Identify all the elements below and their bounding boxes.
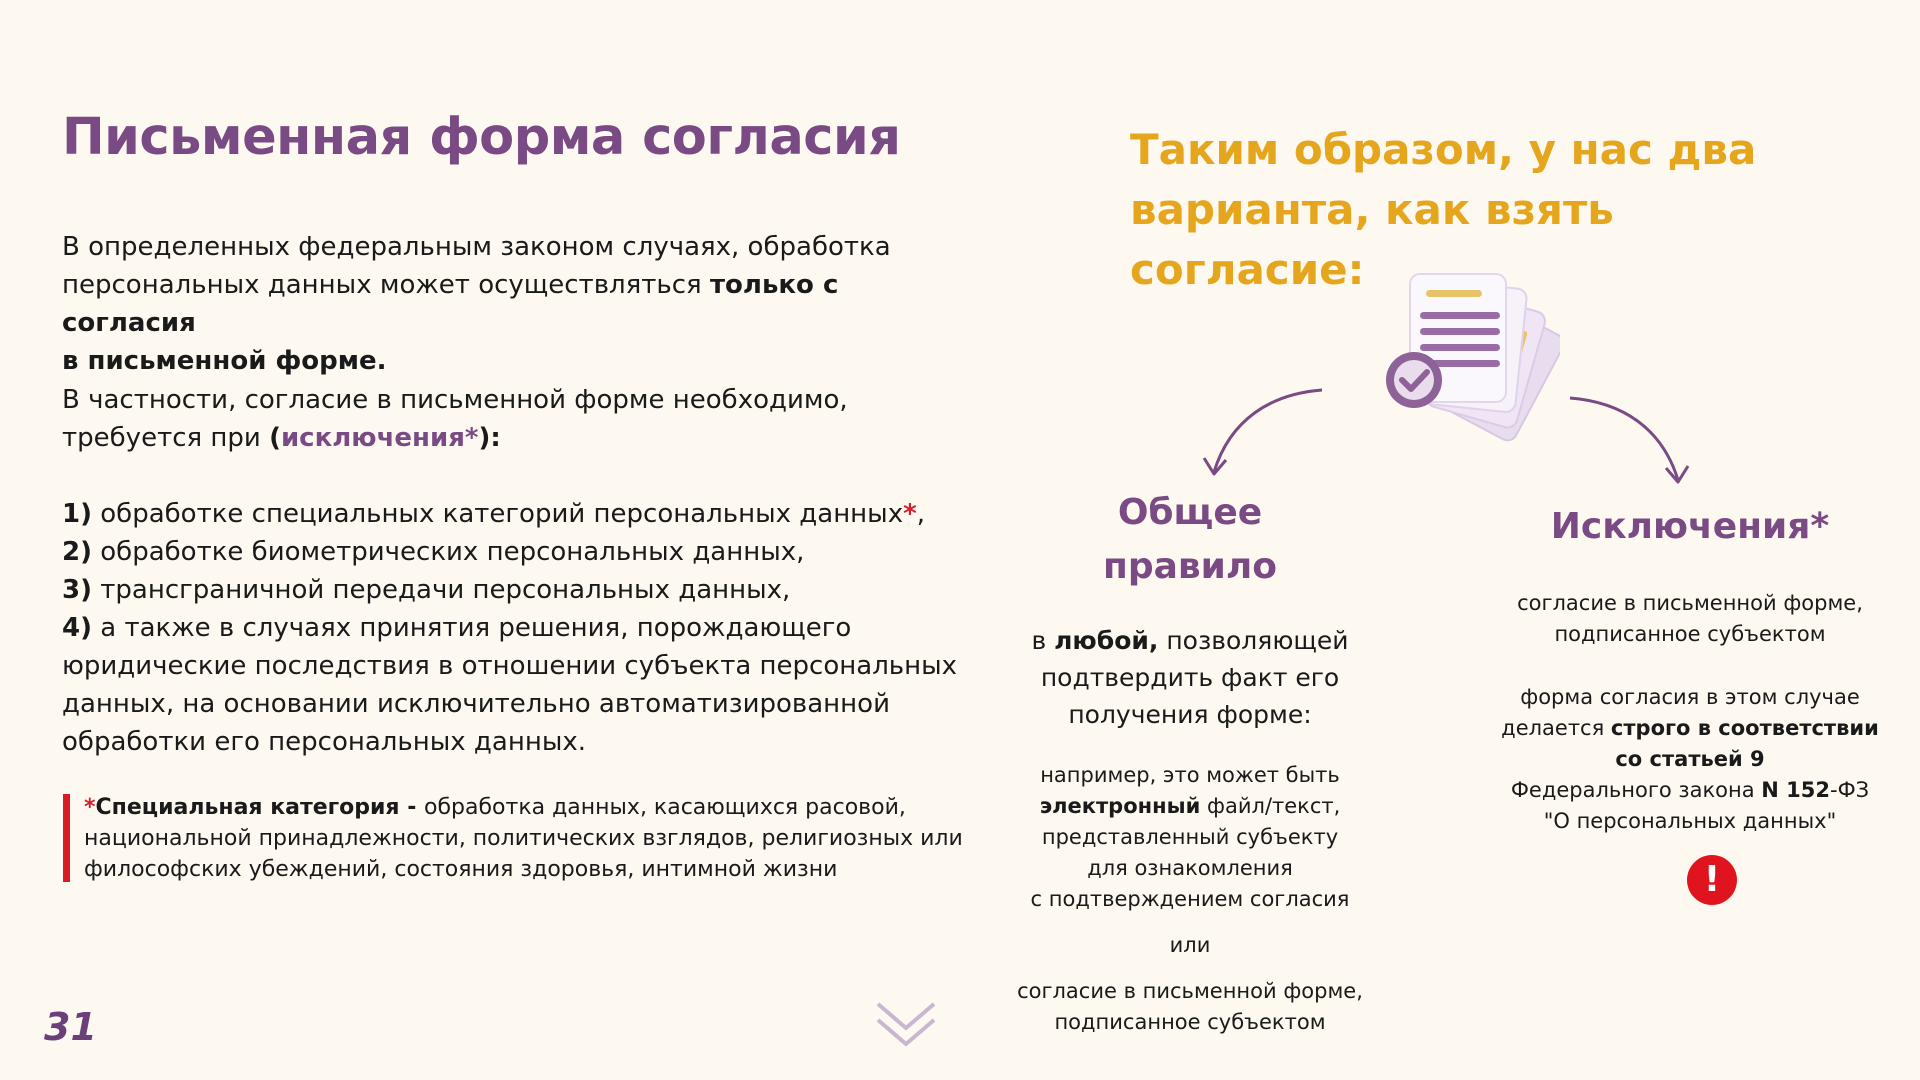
list-item <box>62 495 962 533</box>
form-rule-line-5: "О персональных данных" <box>1543 809 1837 833</box>
summary-title-line-2: варианта, как взять согласие: <box>1130 185 1614 294</box>
list-number: 2) <box>62 537 92 567</box>
summary-title-line-1: Таким образом, у нас два <box>1130 125 1757 174</box>
list-continuation: данных, на основании исключительно автоматизированной <box>62 689 890 719</box>
exceptions-line-1: согласие в письменной форме, <box>1517 591 1863 615</box>
page-number: 31 <box>44 1005 97 1049</box>
list-number: 1) <box>62 499 92 529</box>
double-chevron-down-icon[interactable] <box>874 1000 938 1052</box>
strictly-emphasis: строго в соответствии <box>1610 716 1879 740</box>
page-title: Письменная форма согласия <box>62 108 901 167</box>
list-text: обработке биометрических персональных данных, <box>91 537 805 567</box>
general-line-1 <box>990 622 1390 659</box>
list-continuation: обработки его персональных данных. <box>62 727 586 757</box>
note-line-1-text: обработка данных, касающихся расовой, <box>424 795 906 820</box>
particular-line-2 <box>62 419 962 457</box>
law-number-emphasis: N 152 <box>1761 778 1831 802</box>
list-text: а также в случаях принятия решения, порождающего <box>91 613 852 643</box>
close-paren: ): <box>478 423 501 453</box>
general-rule-example <box>990 760 1390 915</box>
general-rule-heading <box>1050 486 1330 594</box>
exceptions-line-2: подписанное субъектом <box>1554 622 1826 646</box>
list-number: 4) <box>62 613 92 643</box>
list-item <box>62 571 962 609</box>
documents-check-icon <box>1380 268 1560 448</box>
conditions-list <box>62 495 962 761</box>
general-rule-alternative <box>990 976 1390 1038</box>
general-line-1-post: позволяющей <box>1158 626 1349 655</box>
intro-emphasis-2: в письменной форме. <box>62 346 387 376</box>
general-rule-heading-line-1: Общее <box>1117 492 1263 533</box>
intro-paragraph <box>62 228 962 380</box>
note-line-1 <box>84 792 964 823</box>
arrow-right-curved-icon <box>1566 388 1696 488</box>
list-tail: , <box>916 499 925 529</box>
general-line-3: получения форме: <box>1068 700 1312 729</box>
intro-emphasis: только с согласия <box>62 270 839 338</box>
example-line-2 <box>990 791 1390 822</box>
special-category-note <box>84 792 964 885</box>
general-line-2: подтвердить факт его <box>1040 663 1340 692</box>
form-rule-line-1: форма согласия в этом случае <box>1520 685 1860 709</box>
intro-line-3 <box>62 342 962 380</box>
exceptions-heading: Исключения* <box>1550 506 1830 547</box>
any-form-emphasis: любой, <box>1054 626 1159 655</box>
list-text: трансграничной передачи персональных данных, <box>91 575 791 605</box>
form-rule-line-2-pre: делается <box>1501 716 1611 740</box>
article-emphasis: со статьей 9 <box>1615 747 1765 771</box>
open-paren: ( <box>269 423 281 453</box>
form-rule-line-4 <box>1480 775 1900 806</box>
particular-line-1: В частности, согласие в письменной форме необходимо, <box>62 385 848 415</box>
form-rule-line-3 <box>1480 744 1900 775</box>
alert-icon: ! <box>1687 855 1737 905</box>
example-line-3: представленный субъекту <box>1041 825 1339 849</box>
particular-paragraph <box>62 381 962 457</box>
form-rule-line-4-post: -ФЗ <box>1830 778 1870 802</box>
example-line-1: например, это может быть <box>1040 763 1340 787</box>
note-dash: - <box>399 795 425 820</box>
note-line-3: философских убеждений, состояния здоровья, интимной жизни <box>84 857 838 882</box>
form-rule-line-4-pre: Федерального закона <box>1510 778 1762 802</box>
exceptions-description <box>1480 588 1900 650</box>
note-line-2: национальной принадлежности, политических взглядов, религиозных или <box>84 826 963 851</box>
list-text: обработке специальных категорий персональных данных <box>91 499 904 529</box>
alternative-line-2: подписанное субъектом <box>1054 1010 1326 1034</box>
list-item <box>62 533 962 571</box>
exceptions-word: исключения* <box>280 423 479 453</box>
alternative-line-1: согласие в письменной форме, <box>1017 979 1363 1003</box>
or-separator: или <box>1169 933 1211 957</box>
example-line-4: для ознакомления <box>1087 856 1293 880</box>
particular-line-2-text: требуется при <box>62 423 270 453</box>
electronic-emphasis: электронный <box>1039 794 1201 818</box>
general-line-1-pre: в <box>1031 626 1055 655</box>
arrow-left-curved-icon <box>1200 380 1330 480</box>
form-rule-line-2 <box>1480 713 1900 744</box>
intro-line-2 <box>62 266 962 342</box>
example-line-2-post: файл/текст, <box>1200 794 1341 818</box>
general-rule-heading-line-2: правило <box>1102 546 1278 587</box>
list-continuation: юридические последствия в отношении субъекта персональных <box>62 651 958 681</box>
general-rule-description <box>990 622 1390 733</box>
note-term: Специальная категория <box>95 795 400 820</box>
list-item <box>62 609 962 647</box>
intro-line-1: В определенных федеральным законом случаях, обработка <box>62 232 891 262</box>
list-star: * <box>903 499 917 529</box>
list-number: 3) <box>62 575 92 605</box>
example-line-5: с подтверждением согласия <box>1030 887 1350 911</box>
note-accent-bar <box>63 794 70 882</box>
exceptions-form-rule <box>1480 682 1900 837</box>
intro-line-2-text: персональных данных может осуществляться <box>62 270 710 300</box>
note-star: * <box>84 795 96 820</box>
